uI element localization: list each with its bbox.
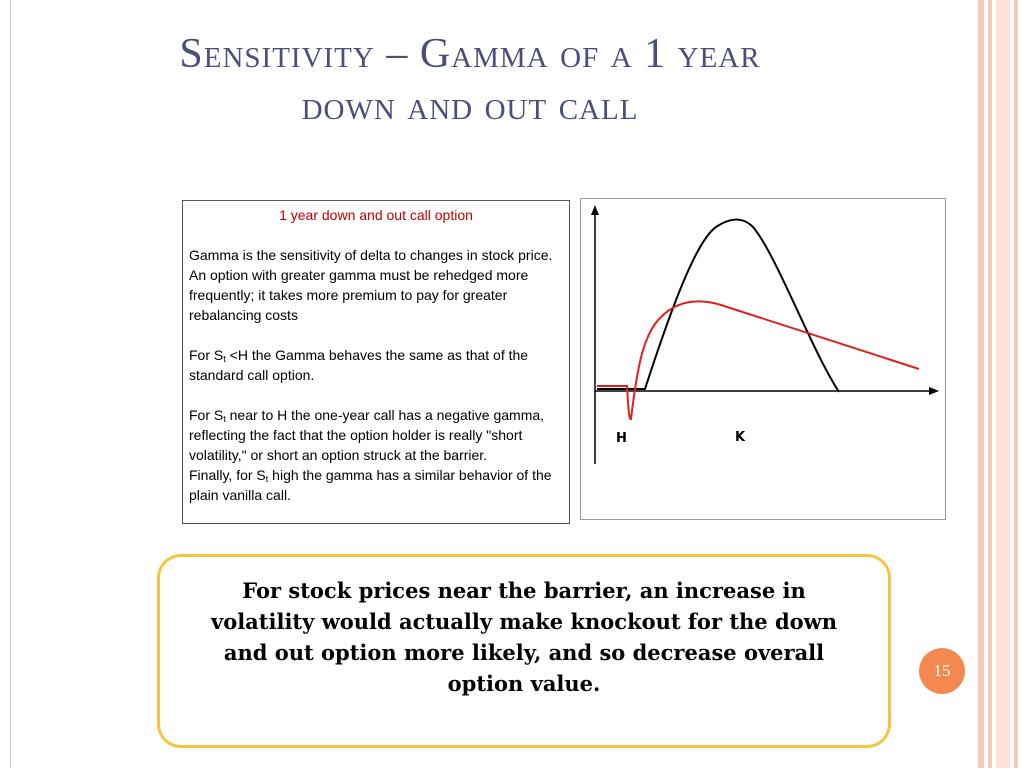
y-axis-arrow xyxy=(591,205,599,215)
near-barrier-text: For $S_t$ near to H the one-year call has a negative gamma, reflecting the fact that the option holder is really "short volatility," or short an option struck at the barrier. xyxy=(189,407,545,463)
textbox-heading: 1 year down and out call option xyxy=(279,207,473,223)
page-number-badge: 15 xyxy=(919,648,965,694)
high-price-text: Finally, for $S_t$ high the gamma has a similar behavior of the plain vanilla call. xyxy=(189,467,552,503)
gamma-definition: Gamma is the sensitivity of delta to changes in stock price. An option with greater gamma must be rehedged more frequently; it takes more premium to pay for greater rebalancing costs xyxy=(189,247,553,323)
series-plain-call-gamma xyxy=(597,220,839,393)
gamma-chart-svg xyxy=(581,199,945,519)
series-down-and-out-gamma xyxy=(597,301,919,419)
x-tick-label-h: H xyxy=(616,431,627,446)
below-barrier-text: For $S_t <H$ the Gamma behaves the same as that of the standard call option. xyxy=(189,347,529,383)
decorative-stripes xyxy=(978,0,1024,768)
gamma-chart xyxy=(580,198,946,520)
title-line-1: Sensitivity – Gamma of a 1 year xyxy=(179,31,761,77)
title-line-2: down and out call xyxy=(301,83,639,129)
slide-title xyxy=(120,28,820,132)
x-axis-arrow xyxy=(929,387,939,395)
explanation-textbox xyxy=(182,200,570,524)
x-tick-label-k: K xyxy=(735,430,746,445)
summary-callout: For stock prices near the barrier, an increase in volatility would actually make knockout for the down and out option more likely, and so decrease overall option value. xyxy=(157,554,891,748)
left-border-rule xyxy=(10,0,11,768)
